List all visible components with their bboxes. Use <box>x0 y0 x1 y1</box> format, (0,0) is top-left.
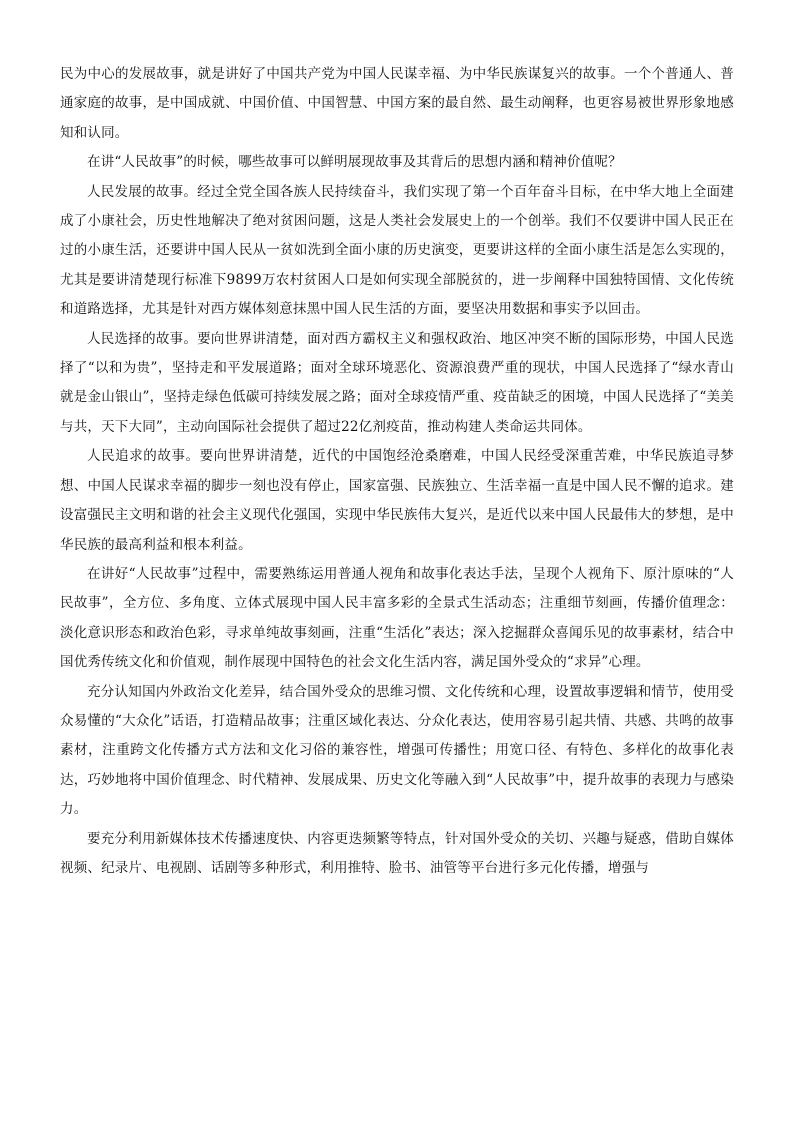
paragraph-people-development: 人民发展的故事。经过全党全国各族人民持续奋斗，我们实现了第一个百年奋斗目标，在中华大地上全面建成了小康社会，历史性地解决了绝对贫困问题，这是人类社会发展史上的一个创举。我们不仅要讲中国人民正在过的小康生活，还要讲中国人民从一贫如洗到全面小康的历史演变，更要讲这样的全面小康生活是怎么实现的，尤其是要讲清楚现行标准下9899万农村贫困人口是如何实现全部脱贫的，进一步阐释中国独特国情、文化传统和道路选择，尤其是针对西方媒体刻意抹黑中国人民生活的方面，要坚决用数据和事实予以回击。 <box>60 183 734 318</box>
paragraph-storytelling-method: 在讲好“人民故事”过程中，需要熟练运用普通人视角和故事化表达手法，呈现个人视角下、原汁原味的“人民故事”，全方位、多角度、立体式展现中国人民丰富多彩的全景式生活动态；注重细节刻画，传播价值理念：淡化意识形态和政治色彩，寻求单纯故事刻画，注重“生活化”表达；深入挖掘群众喜闻乐见的故事素材，结合中国优秀传统文化和价值观，制作展现中国特色的社会文化生活内容，满足国外受众的“求异”心理。 <box>60 565 734 671</box>
paragraph-people-choice: 人民选择的故事。要向世界讲清楚，面对西方霸权主义和强权政治、地区冲突不断的国际形势，中国人民选择了“以和为贵”，坚持走和平发展道路；面对全球环境恶化、资源浪费严重的现状，中国人民选择了“绿水青山就是金山银山”，坚持走绿色低碳可持续发展之路；面对全球疫情严重、疫苗缺乏的困境，中国人民选择了“美美与共，天下大同”，主动向国际社会提供了超过22亿剂疫苗，推动构建人类命运共同体。 <box>60 330 734 435</box>
paragraph-question: 在讲“人民故事”的时候，哪些故事可以鲜明展现故事及其背后的思想内涵和精神价值呢？ <box>87 154 622 171</box>
paragraph-new-media: 要充分利用新媒体技术传播速度快、内容更迭频繁等特点，针对国外受众的关切、兴趣与疑惑，借助自媒体视频、纪录片、电视剧、话剧等多种形式，利用推特、脸书、油管等平台进行多元化传播，增强与 <box>60 830 734 876</box>
paragraph-continuation: 民为中心的发展故事，就是讲好了中国共产党为中国人民谋幸福、为中华民族谋复兴的故事。一个个普通人、普通家庭的故事，是中国成就、中国价值、中国智慧、中国方案的最自然、最生动阐释，也更容易被世界形象地感知和认同。 <box>60 66 734 141</box>
paragraph-cultural-difference: 充分认知国内外政治文化差异，结合国外受众的思维习惯、文化传统和心理，设置故事逻辑和情节，使用受众易懂的“大众化”话语，打造精品故事；注重区域化表达、分众化表达，使用容易引起共情、共感、共鸣的故事素材，注重跨文化传播方式方法和文化习俗的兼容性，增强可传播性；用宽口径、有特色、多样化的故事化表达，巧妙地将中国价值理念、时代精神、发展成果、历史文化等融入到“人民故事”中，提升故事的表现力与感染力。 <box>60 683 734 818</box>
document-body <box>60 60 734 883</box>
paragraph-people-pursuit: 人民追求的故事。要向世界讲清楚，近代的中国饱经沧桑磨难，中国人民经受深重苦难，中华民族追寻梦想、中国人民谋求幸福的脚步一刻也没有停止，国家富强、民族独立、生活幸福一直是中国人民不懈的追求。建设富强民主文明和谐的社会主义现代化强国，实现中华民族伟大复兴，是近代以来中国人民最伟大的梦想，是中华民族的最高利益和根本利益。 <box>60 448 734 553</box>
